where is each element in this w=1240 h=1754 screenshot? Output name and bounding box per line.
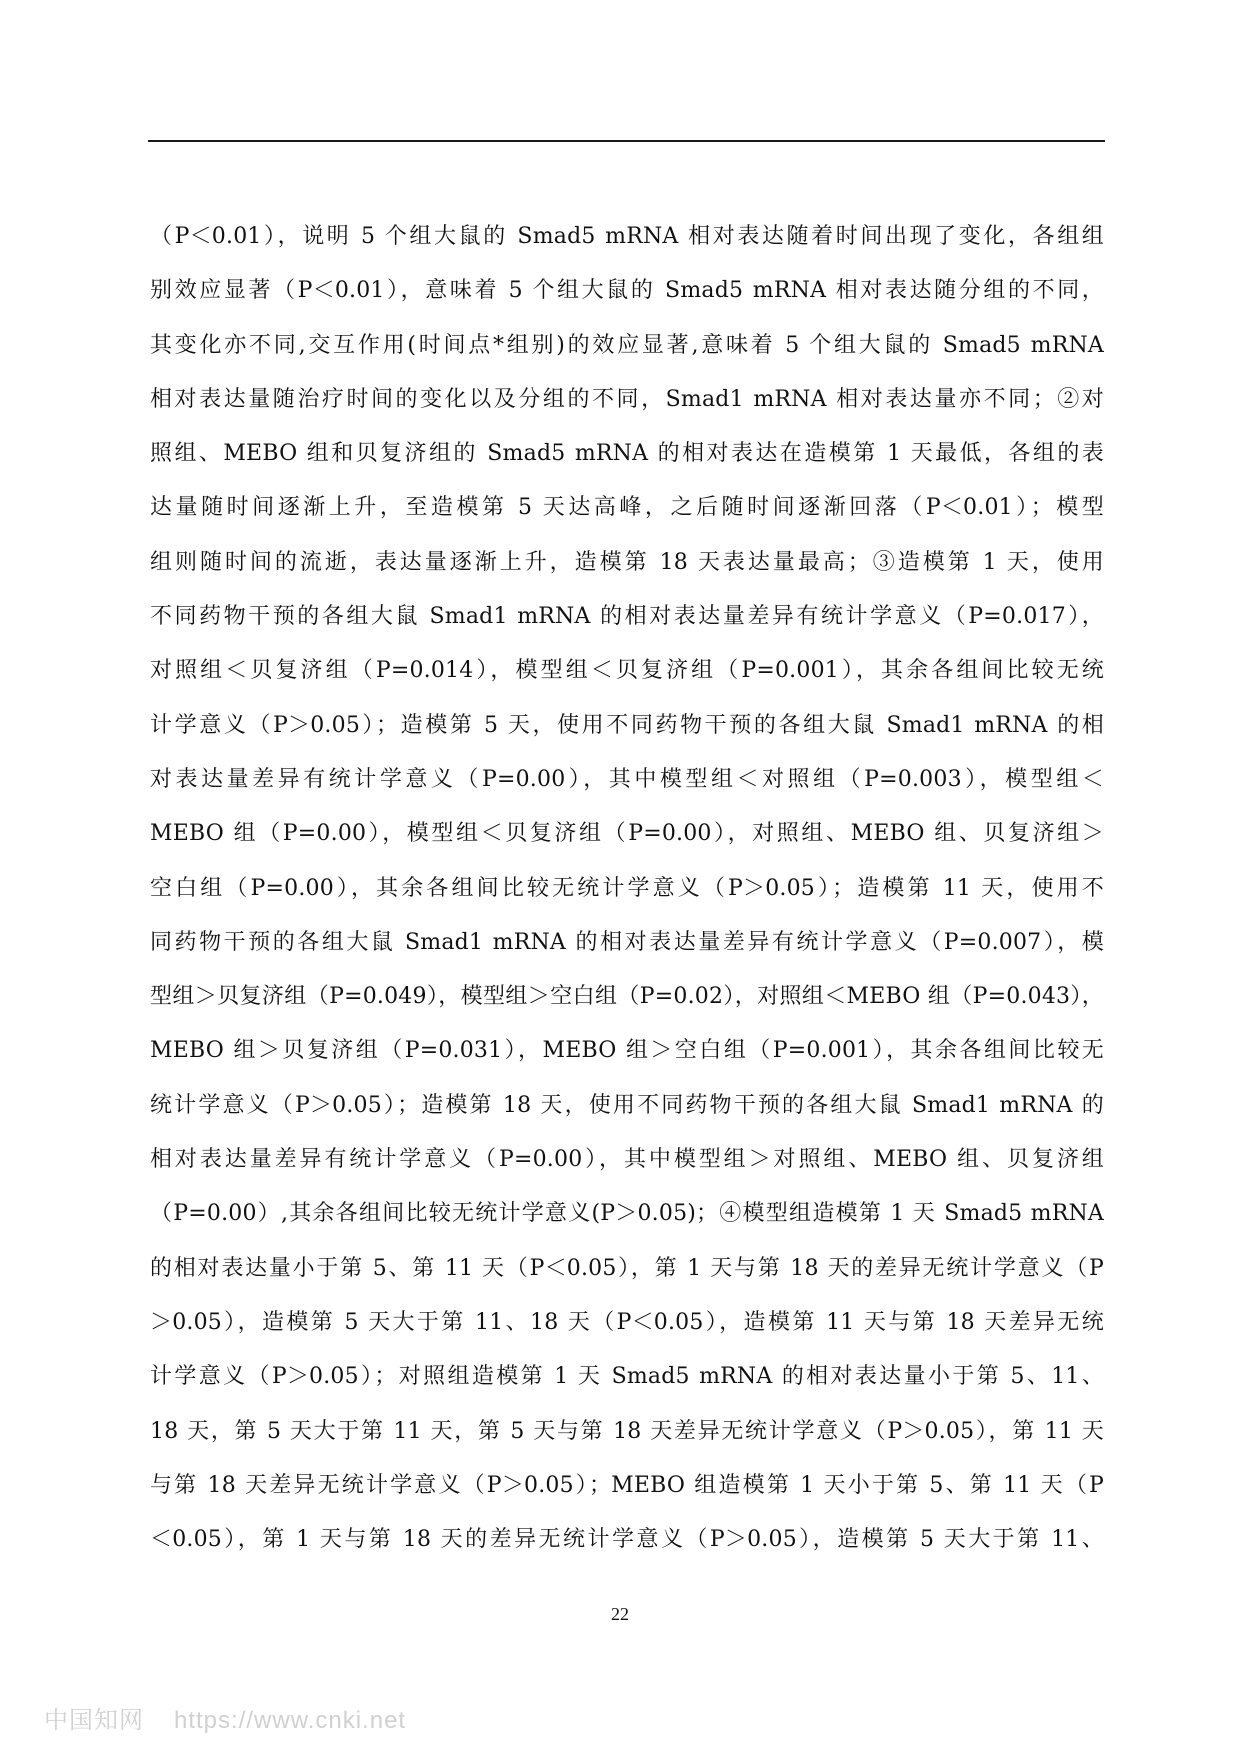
text-line-7: 组则随时间的流逝，表达量逐渐上升，造模第 18 天表达量最高；③造模第 1 天，使用 (150, 549, 1104, 575)
text-line-25: ＜0.05），第 1 天与第 18 天的差异无统计学意义（P＞0.05），造模第 5 天大于第 11、 (150, 1527, 1104, 1553)
text-line-16: MEBO 组＞贝复济组（P=0.031），MEBO 组＞空白组（P=0.001），其余各组间比较无 (150, 1038, 1104, 1064)
text-line-6: 达量随时间逐渐上升，至造模第 5 天达高峰，之后随时间逐渐回落（P＜0.01）；模型 (150, 495, 1104, 521)
text-line-4: 相对表达量随治疗时间的变化以及分组的不同，Smad1 mRNA 相对表达量亦不同；②对 (150, 386, 1104, 412)
text-line-15: 型组＞贝复济组（P=0.049），模型组＞空白组（P=0.02），对照组＜MEBO 组（P=0.043）， (150, 984, 1104, 1010)
text-line-24: 与第 18 天差异无统计学意义（P＞0.05）；MEBO 组造模第 1 天小于第 5、第 11 天（P (150, 1472, 1104, 1498)
text-line-5: 照组、MEBO 组和贝复济组的 Smad5 mRNA 的相对表达在造模第 1 天最低，各组的表 (150, 441, 1104, 467)
text-line-18: 相对表达量差异有统计学意义（P=0.00），其中模型组＞对照组、MEBO 组、贝复济组 (150, 1147, 1104, 1173)
body-text (150, 210, 1104, 1567)
text-line-8: 不同药物干预的各组大鼠 Smad1 mRNA 的相对表达量差异有统计学意义（P=0.017）， (150, 604, 1104, 630)
watermark-brand: 中国知网 (44, 1706, 144, 1734)
text-line-2: 别效应显著（P＜0.01），意味着 5 个组大鼠的 Smad5 mRNA 相对表达随分组的不同， (150, 278, 1104, 304)
text-line-19: （P=0.00）,其余各组间比较无统计学意义(P＞0.05)；④模型组造模第 1 天 Smad5 mRNA (150, 1201, 1104, 1227)
text-line-21: ＞0.05），造模第 5 天大于第 11、18 天（P＜0.05），造模第 11 天与第 18 天差异无统 (150, 1309, 1104, 1335)
text-line-14: 同药物干预的各组大鼠 Smad1 mRNA 的相对表达量差异有统计学意义（P=0.007），模 (150, 929, 1104, 955)
text-line-17: 统计学意义（P＞0.05）；造模第 18 天，使用不同药物干预的各组大鼠 Smad1 mRNA 的 (150, 1092, 1104, 1118)
text-line-11: 对表达量差异有统计学意义（P=0.00），其中模型组＜对照组（P=0.003），模型组＜ (150, 766, 1104, 792)
text-line-23: 18 天，第 5 天大于第 11 天，第 5 天与第 18 天差异无统计学意义（P＞0.05），第 11 天 (150, 1418, 1104, 1444)
text-line-22: 计学意义（P＞0.05）；对照组造模第 1 天 Smad5 mRNA 的相对表达量小于第 5、11、 (150, 1364, 1104, 1390)
text-line-3: 其变化亦不同,交互作用(时间点*组别)的效应显著,意味着 5 个组大鼠的 Smad5 mRNA (150, 332, 1104, 358)
text-line-10: 计学意义（P＞0.05）；造模第 5 天，使用不同药物干预的各组大鼠 Smad1 mRNA 的相 (150, 712, 1104, 738)
text-line-9: 对照组＜贝复济组（P=0.014），模型组＜贝复济组（P=0.001），其余各组间比较无统 (150, 658, 1104, 684)
text-line-12: MEBO 组（P=0.00），模型组＜贝复济组（P=0.00），对照组、MEBO 组、贝复济组＞ (150, 821, 1104, 847)
text-line-13: 空白组（P=0.00），其余各组间比较无统计学意义（P＞0.05）；造模第 11 天，使用不 (150, 875, 1104, 901)
page-number: 22 (611, 1604, 629, 1624)
header-rule (148, 140, 1105, 142)
text-line-1: （P＜0.01），说明 5 个组大鼠的 Smad5 mRNA 相对表达随着时间出现了变化，各组组 (150, 224, 1104, 249)
text-line-20: 的相对表达量小于第 5、第 11 天（P＜0.05），第 1 天与第 18 天的差异无统计学意义（P (150, 1255, 1104, 1281)
watermark (44, 1700, 406, 1735)
watermark-url: https://www.cnki.net (174, 1707, 407, 1734)
